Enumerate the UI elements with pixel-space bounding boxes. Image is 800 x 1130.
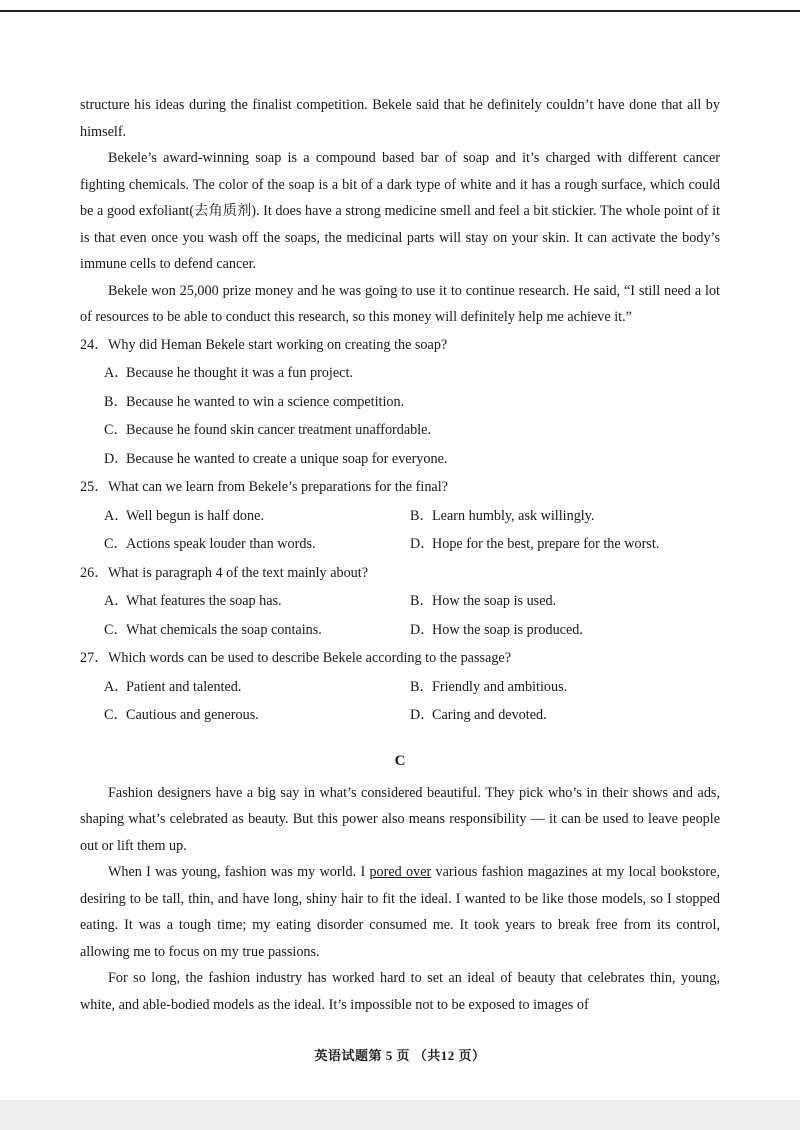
option-b[interactable] — [410, 587, 716, 616]
paragraph-prize-money: Bekele won 25,000 prize money and he was going to use it to continue research. He said, “I still need a lot of resources to be able to conduct this research, so this money will definitely help me achieve it.” — [80, 282, 720, 325]
option-text: Because he wanted to create a unique soap for everyone. — [126, 450, 448, 467]
option-text: Learn humbly, ask willingly. — [432, 507, 595, 524]
option-text: How the soap is used. — [432, 593, 557, 609]
option-d[interactable] — [410, 701, 716, 730]
option-c[interactable] — [104, 616, 410, 645]
question-number: 27． — [80, 650, 109, 666]
option-letter: C． — [104, 422, 128, 438]
option-letter: C． — [104, 707, 128, 723]
option-letter: A． — [104, 593, 129, 609]
paragraph-text: When I was young, fashion was my world. I — [108, 864, 370, 880]
option-text: What chemicals the soap contains. — [126, 621, 322, 638]
question-number: 26． — [80, 564, 109, 581]
question-24 — [80, 331, 720, 474]
question-text: Which words can be used to describe Bekele according to the passage? — [108, 650, 512, 666]
page-content — [80, 92, 720, 1018]
option-text: Friendly and ambitious. — [432, 678, 568, 695]
option-letter: A． — [104, 507, 129, 524]
option-letter: D． — [410, 536, 435, 552]
question-text: What is paragraph 4 of the text mainly about? — [108, 564, 369, 581]
option-text: Cautious and generous. — [126, 707, 259, 723]
option-c[interactable] — [80, 416, 720, 445]
option-letter: A． — [104, 678, 129, 695]
paragraph-continued: structure his ideas during the finalist competition. Bekele said that he definitely couldn’t have done that all by himself. — [80, 97, 720, 140]
option-text: Caring and devoted. — [432, 707, 547, 723]
section-c-paragraph-3: For so long, the fashion industry has worked hard to set an ideal of beauty that celebrates thin, young, white, and able-bodied models as the ideal. It’s impossible not to be exposed to images of — [80, 970, 720, 1013]
option-letter: D． — [410, 707, 435, 723]
option-d[interactable] — [80, 445, 720, 474]
option-c[interactable] — [104, 530, 410, 559]
option-b[interactable] — [410, 673, 716, 702]
option-text: Hope for the best, prepare for the worst. — [432, 536, 660, 552]
option-b[interactable] — [410, 502, 716, 531]
option-a[interactable] — [104, 673, 410, 702]
option-letter: B． — [104, 393, 128, 410]
option-letter: C． — [104, 536, 128, 552]
bottom-band — [0, 1100, 800, 1130]
page-footer: 英语试题第 5 页 （共12 页） — [314, 1048, 486, 1063]
question-number: 25． — [80, 479, 109, 495]
option-letter: D． — [410, 621, 435, 638]
option-letter: B． — [410, 678, 434, 695]
option-text: Patient and talented. — [126, 678, 242, 695]
option-a[interactable] — [104, 587, 410, 616]
section-c-paragraph-2 — [80, 859, 720, 965]
option-letter: B． — [410, 593, 434, 609]
option-c[interactable] — [104, 701, 410, 730]
question-text: Why did Heman Bekele start working on creating the soap? — [108, 336, 448, 353]
option-text: What features the soap has. — [126, 593, 282, 609]
option-letter: D． — [104, 450, 129, 467]
option-d[interactable] — [410, 616, 716, 645]
option-text: Actions speak louder than words. — [126, 536, 316, 552]
option-letter: A． — [104, 365, 129, 381]
option-text: Because he found skin cancer treatment unaffordable. — [126, 422, 432, 438]
option-a[interactable] — [80, 359, 720, 388]
section-c-paragraph-1: Fashion designers have a big say in what’s considered beautiful. They pick who’s in their shows and ads, shaping what’s celebrated as beauty. But this power also means responsibility — it can be used to leave people out or lift them up. — [80, 784, 720, 854]
question-27 — [80, 644, 720, 730]
option-a[interactable] — [104, 502, 410, 531]
underlined-phrase: pored over — [369, 864, 432, 880]
question-25 — [80, 473, 720, 559]
paragraph-text: various fashion magazines at my local bookstore, desiring to be tall, thin, and have long, shiny hair to fit the ideal. I wanted to be like those models, so I stopped eating. It was a tough time; my eating disorder consumed me. It took years to break free from its control, allowing me to focus on my true passions. — [80, 864, 720, 960]
option-text: Because he wanted to win a science competition. — [126, 393, 405, 410]
paragraph-soap-description: Bekele’s award-winning soap is a compound based bar of soap and it’s charged with different cancer fighting chemicals. The color of the soap is a bit of a dark type of white and it has a rough surface, which could be a good exfoliant(去角质剂). It does have a strong medicine smell and feel a bit stickier. The whole point of it is that even once you wash off the soaps, the medicinal parts will stay on your skin. It can activate the body’s immune cells to defend cancer. — [80, 150, 720, 272]
question-text: What can we learn from Bekele’s preparations for the final? — [108, 479, 448, 495]
top-rule — [0, 10, 800, 12]
option-b[interactable] — [80, 388, 720, 417]
option-letter: B． — [410, 507, 434, 524]
question-26 — [80, 559, 720, 645]
question-number: 24． — [80, 336, 109, 353]
option-text: Because he thought it was a fun project. — [126, 365, 353, 381]
option-d[interactable] — [410, 530, 716, 559]
option-text: How the soap is produced. — [432, 621, 583, 638]
option-text: Well begun is half done. — [126, 507, 264, 524]
option-letter: C． — [104, 621, 128, 638]
section-heading-c: C — [394, 752, 406, 769]
